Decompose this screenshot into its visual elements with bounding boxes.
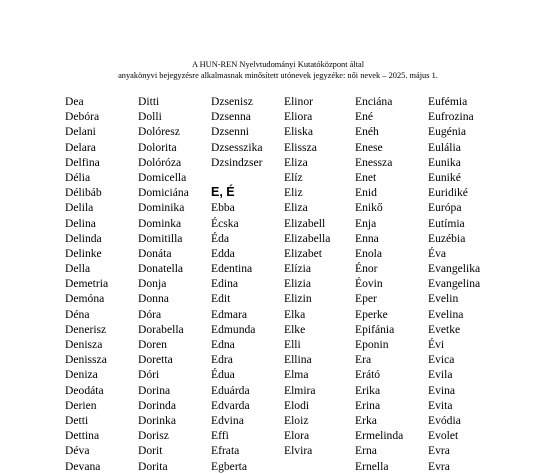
name-entry: Evra	[428, 459, 450, 473]
name-entry: Elizia	[284, 277, 312, 291]
name-entry: Dorinka	[138, 413, 176, 427]
name-entry: Elíz	[284, 170, 303, 184]
name-entry: Evangelika	[428, 262, 481, 276]
name-entry: Edentina	[211, 262, 253, 276]
name-entry: Edmunda	[211, 322, 256, 336]
section-heading: E, É	[211, 185, 235, 200]
name-entry: Elizin	[284, 292, 312, 306]
name-entry: Donja	[138, 277, 167, 291]
name-entry: Dolóróza	[138, 155, 182, 169]
name-entry: Enet	[355, 170, 377, 184]
name-entry: Dorina	[138, 383, 171, 397]
name-entry: Elora	[284, 429, 310, 443]
name-entry: Évi	[428, 338, 445, 351]
name-entry: Dolorita	[138, 140, 177, 154]
name-entry: Enciána	[355, 95, 393, 108]
name-entry: Efrata	[211, 444, 240, 458]
name-entry: Elizabell	[284, 216, 326, 230]
name-entry: Edina	[211, 277, 239, 291]
name-entry: Delinke	[65, 246, 102, 260]
name-entry: Eunika	[428, 155, 461, 169]
name-entry: Erina	[355, 398, 381, 412]
name-entry: Déna	[65, 307, 90, 321]
name-entry: Enja	[355, 216, 377, 230]
name-entry: Dettina	[65, 429, 100, 443]
name-column-2	[138, 94, 218, 474]
name-entry: Ernella	[355, 459, 389, 473]
name-entry: Eugénia	[428, 125, 466, 139]
name-entry: Domicella	[138, 170, 187, 184]
name-column-6	[428, 94, 508, 474]
name-entry: Evica	[428, 353, 455, 367]
name-entry: Delila	[65, 201, 94, 215]
name-entry: Eloiz	[284, 413, 309, 427]
name-entry: Derien	[65, 398, 97, 412]
name-entry: Eper	[355, 292, 377, 306]
name-entry: Dzsesszika	[211, 140, 263, 154]
name-entry: Édua	[211, 368, 235, 382]
name-entry: Denerisz	[65, 322, 107, 336]
name-entry: Dolóresz	[138, 125, 180, 139]
name-entry: Denissza	[65, 353, 107, 367]
name-column-5	[355, 94, 435, 474]
name-entry: Elvira	[284, 444, 313, 458]
name-entry: Elma	[284, 368, 309, 382]
name-entry: Delani	[65, 125, 96, 139]
name-entry: Enéh	[355, 125, 379, 139]
name-entry: Dóra	[138, 307, 162, 321]
name-entry: Evetke	[428, 322, 461, 336]
name-entry: Erika	[355, 383, 381, 397]
name-entry: Elodi	[284, 398, 310, 412]
name-entry: Edna	[211, 338, 235, 351]
name-entry: Éva	[428, 246, 447, 260]
name-entry: Eliora	[284, 110, 313, 124]
name-entry: Evra	[428, 444, 450, 458]
name-entry: Delara	[65, 140, 96, 154]
name-entry: Epifánia	[355, 322, 395, 336]
name-entry: Domiciána	[138, 186, 189, 200]
name-entry: Evódia	[428, 413, 461, 427]
name-entry: Dea	[65, 95, 84, 108]
name-entry: Detti	[65, 413, 89, 427]
name-entry: Deodáta	[65, 383, 104, 397]
name-entry: Énor	[355, 262, 378, 276]
name-entry: Dzsindzser	[211, 155, 263, 169]
name-entry: Donáta	[138, 246, 172, 260]
name-entry: Eliz	[284, 186, 303, 200]
name-entry: Edmara	[211, 307, 248, 321]
name-entry: Écska	[211, 216, 239, 230]
name-entry: Domitilla	[138, 231, 183, 245]
name-entry: Evina	[428, 383, 456, 397]
name-entry: Evelina	[428, 307, 464, 321]
name-entry: Elka	[284, 307, 306, 321]
name-entry: Donatella	[138, 262, 184, 276]
name-entry: Delfina	[65, 155, 100, 169]
name-entry: Deniza	[65, 368, 98, 382]
name-entry: Era	[355, 353, 372, 367]
name-entry: Ermelinda	[355, 429, 404, 443]
name-entry: Ditti	[138, 95, 160, 108]
header-line-2: anyakönyvi bejegyzésre alkalmasnak minősített utónevek jegyzéke: női nevek – 2025. május 1.	[118, 71, 438, 80]
name-entry: Doren	[138, 338, 167, 351]
header-line-1: A HUN-REN Nyelvtudományi Kutatóközpont által	[191, 60, 365, 69]
name-entry: Eponin	[355, 338, 389, 351]
name-entry: Edvina	[211, 413, 244, 427]
blank-line	[211, 170, 291, 185]
name-entry: Elmira	[284, 383, 316, 397]
name-entry: Dolli	[138, 110, 162, 124]
name-entry: Enese	[355, 140, 383, 154]
name-entry: Erna	[355, 444, 377, 458]
name-entry: Debóra	[65, 110, 100, 124]
name-entry: Doretta	[138, 353, 173, 367]
name-entry: Delina	[65, 216, 96, 230]
name-entry: Dóri	[138, 368, 160, 382]
name-entry: Delinda	[65, 231, 102, 245]
name-entry: Elke	[284, 322, 306, 336]
name-entry: Eufémia	[428, 95, 468, 108]
name-entry: Euridiké	[428, 186, 468, 200]
name-entry: Dorit	[138, 444, 163, 458]
name-entry: Eduárda	[211, 383, 250, 397]
name-entry: Dominka	[138, 216, 182, 230]
name-entry: Eperke	[355, 307, 388, 321]
name-entry: Elinor	[284, 95, 313, 108]
name-entry: Demetria	[65, 277, 109, 291]
name-entry: Egberta	[211, 459, 248, 473]
name-entry: Edit	[211, 292, 231, 306]
name-entry: Eliska	[284, 125, 313, 139]
name-entry: Elli	[284, 338, 301, 351]
name-entry: Dzsenisz	[211, 95, 253, 108]
name-entry: Dorabella	[138, 322, 184, 336]
name-entry: Evolet	[428, 429, 459, 443]
document-header	[0, 59, 556, 81]
name-entry: Euniké	[428, 170, 461, 184]
name-entry: Donna	[138, 292, 169, 306]
name-entry: Effi	[211, 429, 229, 443]
name-entry: Edvarda	[211, 398, 250, 412]
name-entry: Eliza	[284, 201, 308, 215]
name-entry: Ené	[355, 110, 374, 124]
name-list-columns	[0, 94, 556, 473]
name-entry: Délibáb	[65, 186, 102, 200]
name-entry: Ellina	[284, 353, 312, 367]
name-entry: Dorinda	[138, 398, 176, 412]
name-entry: Eutímia	[428, 216, 465, 230]
name-entry: Erka	[355, 413, 377, 427]
name-entry: Demóna	[65, 292, 105, 306]
name-entry: Enola	[355, 246, 383, 260]
name-entry: Enikő	[355, 201, 383, 215]
name-entry: Elízia	[284, 262, 312, 276]
name-entry: Evelin	[428, 292, 459, 306]
name-entry: Éda	[211, 231, 230, 245]
name-entry: Elizabet	[284, 246, 322, 260]
name-entry: Dorita	[138, 459, 168, 473]
name-entry: Enna	[355, 231, 379, 245]
name-entry: Déva	[65, 444, 90, 458]
name-column-1	[65, 94, 145, 474]
name-entry: Enessza	[355, 155, 393, 169]
name-entry: Elizabella	[284, 231, 331, 245]
name-entry: Edra	[211, 353, 233, 367]
name-entry: Dominika	[138, 201, 185, 215]
name-entry: Eliza	[284, 155, 308, 169]
name-entry: Dzsenna	[211, 110, 251, 124]
name-entry: Elissza	[284, 140, 317, 154]
name-entry: Dzsenni	[211, 125, 249, 139]
name-entry: Euzébia	[428, 231, 466, 245]
name-column-4	[284, 94, 364, 459]
name-entry: Edda	[211, 246, 235, 260]
name-entry: Della	[65, 262, 91, 276]
name-entry: Evita	[428, 398, 453, 412]
name-entry: Délia	[65, 170, 91, 184]
name-entry: Evila	[428, 368, 453, 382]
name-entry: Enid	[355, 186, 377, 200]
name-entry: Eufrozina	[428, 110, 474, 124]
name-entry: Ebba	[211, 201, 235, 215]
name-entry: Dorisz	[138, 429, 169, 443]
name-entry: Evangelina	[428, 277, 481, 291]
name-entry: Eulália	[428, 140, 461, 154]
name-entry: Erátó	[355, 368, 381, 382]
name-entry: Éovin	[355, 277, 383, 291]
name-entry: Európa	[428, 201, 462, 215]
name-entry: Denisza	[65, 338, 103, 351]
name-entry: Devana	[65, 459, 101, 473]
name-column-3	[211, 94, 291, 474]
